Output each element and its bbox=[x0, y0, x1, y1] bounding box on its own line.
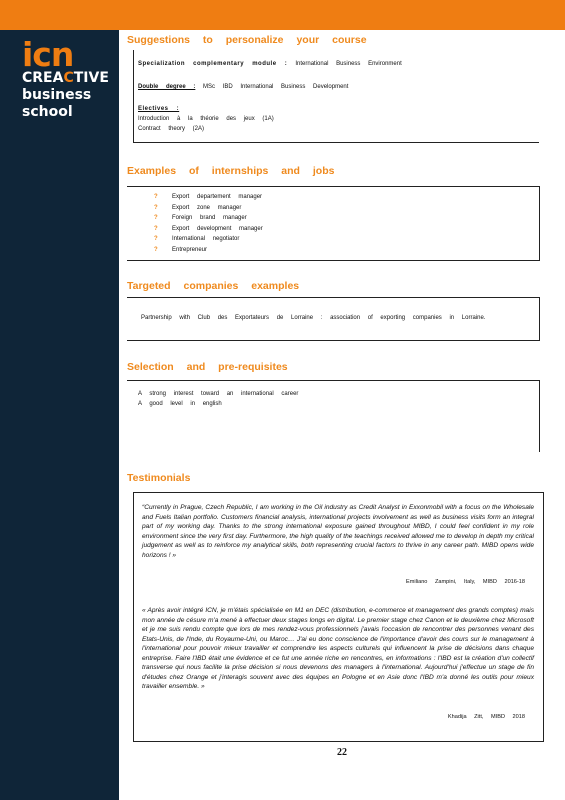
companies-title: Targeted companies examples bbox=[127, 280, 300, 292]
list-item: ? Foreign brand manager bbox=[154, 213, 263, 224]
electives-label: Electives : bbox=[138, 106, 180, 112]
testimonial-author-1: Emiliano Zampini, Italy, MIBD 2016-18 bbox=[405, 579, 525, 585]
page-number: 22 bbox=[337, 747, 347, 758]
list-item: ? Export development manager bbox=[154, 224, 263, 235]
bullet-icon: ? bbox=[154, 236, 158, 242]
list-item: ? International negotiator bbox=[154, 234, 263, 245]
logo-creactive: CREACTIVE bbox=[22, 70, 109, 86]
internships-title: Examples of internships and jobs bbox=[127, 165, 335, 177]
specialization-line: Specialization complementary module : International Business Environment bbox=[138, 61, 402, 67]
selection-box bbox=[127, 380, 540, 452]
bullet-icon: ? bbox=[154, 225, 158, 232]
testimonial-quote-1: “Currently in Prague, Czech Republic, I am working in the Oil industry as Credit Analyst in Exxonmobil with a focus on the Wholesale and Fuels Italian portfolio. Customers financial analysis, international projects involvement as well as business visits form an integral part of my working day. Thanks to the strong international exposure gained throughout MIBD, I could feel confident in my role environment since the very first day. Furthermore, the high quality of the teachings received allowed me to develop in depth my critical judgement as well as to reinforce my analytical skills, both representing crucial factors to thrive in any career path. MIBD opens wide horizons ! » bbox=[142, 504, 534, 559]
bullet-icon: ? bbox=[154, 215, 158, 221]
selection-line-2: A good level in english bbox=[138, 401, 222, 407]
testimonials-title: Testimonials bbox=[127, 472, 191, 484]
logo-icn: icn bbox=[22, 35, 74, 74]
selection-title: Selection and pre-requisites bbox=[127, 361, 288, 373]
selection-line-1: A strong interest toward an international career bbox=[138, 391, 299, 397]
list-item: ? Entrepreneur bbox=[154, 245, 263, 256]
internships-list bbox=[154, 192, 263, 255]
testimonials-box bbox=[133, 492, 544, 742]
elective-item-2: Contract theory (2A) bbox=[138, 126, 205, 132]
logo-business: business bbox=[22, 87, 92, 103]
top-orange-bar bbox=[0, 0, 565, 30]
double-degree-line: Double degree : MSc IBD International Business Development bbox=[138, 84, 349, 90]
testimonial-author-2: Khadija Zitt, MIBD 2018 bbox=[447, 714, 525, 720]
internships-box bbox=[127, 186, 540, 261]
list-item: ? Export zone manager bbox=[154, 203, 263, 214]
suggestions-title: Suggestions to personalize your course bbox=[127, 34, 367, 46]
companies-box bbox=[127, 297, 540, 341]
companies-text: Partnership with Club des Exportateurs de Lorraine : association of exporting companies in Lorraine. bbox=[141, 315, 486, 321]
list-item: ? Export departement manager bbox=[154, 192, 263, 203]
bullet-icon: ? bbox=[154, 246, 158, 253]
logo-school: school bbox=[22, 104, 73, 120]
suggestions-box bbox=[133, 50, 539, 143]
bullet-icon: ? bbox=[154, 204, 158, 211]
icn-logo bbox=[22, 35, 117, 121]
sidebar bbox=[0, 30, 119, 800]
elective-item-1: Introduction à la théorie des jeux (1A) bbox=[138, 116, 274, 122]
testimonial-quote-2: « Après avoir intégré ICN, je m'étais spécialisée en M1 en DEC (distribution, e-commerce et management des grands comptes) mais mon année de césure m'a mené à effectuer deux stages longs en digital. Le premier stage chez Canon et le deuxième chez Microsoft et je me suis rendu compte que lors de mes rendez-vous professionnels j'avais l'occasion de rencontrer des personnes venant des Etats-Unis, de l'Inde, du Royaume-Uni, ou Maroc… J'ai eu donc conscience de l'importance d'avoir des cours sur le management à l'international pour pouvoir mieux travailler et comprendre les aspects culturels qui influencent la prise de décisions dans chaque entreprise. Faire l'IBD était une évidence et ce fut une année riche en rencontres, en informations : l'IBD est la création d'un collectif transverse qui nous facilite la prise décision si nous devenons des managers à l'international. Aujourd'hui j'effectue un stage de fin d'études chez Orange et j'interagis souvent avec des équipes en Pologne et en Asie donc l'IBD m'a donné les outils pour mieux travailler ensemble. » bbox=[142, 607, 534, 690]
bullet-icon: ? bbox=[154, 194, 158, 200]
